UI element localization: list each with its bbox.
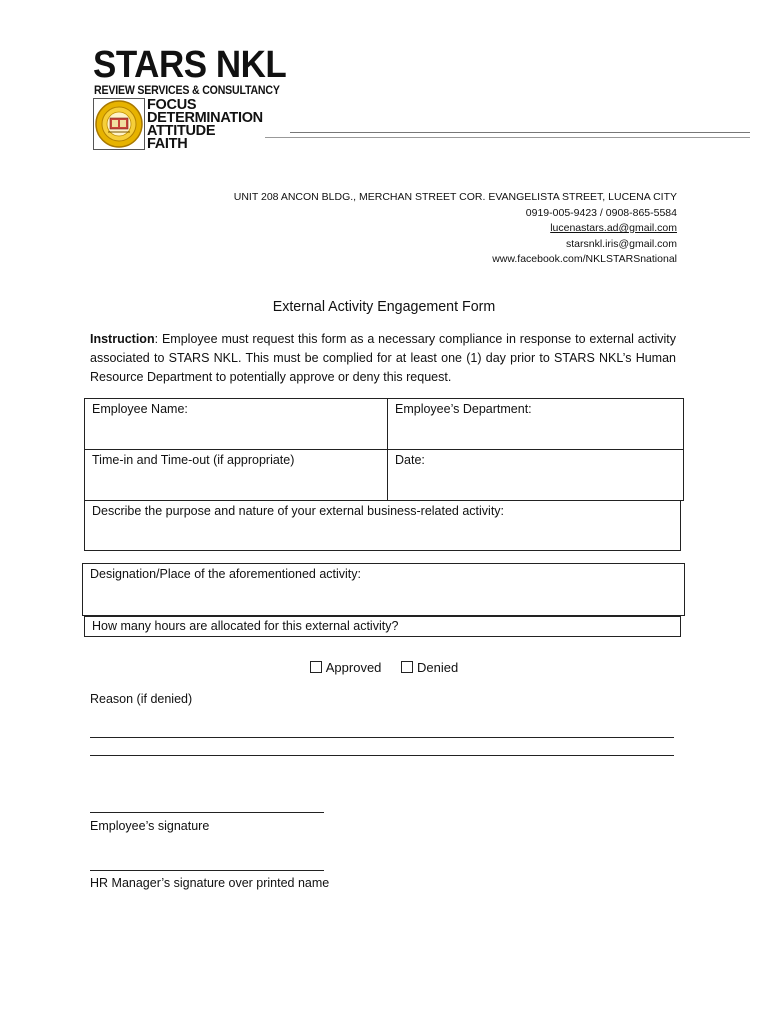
- header-divider: [290, 132, 750, 133]
- employee-department-label: Employee’s Department:: [395, 402, 532, 416]
- approved-option[interactable]: [310, 660, 382, 675]
- employee-signature-line[interactable]: [90, 812, 324, 813]
- reason-label: Reason (if denied): [90, 692, 193, 706]
- employee-name-label: Employee Name:: [92, 402, 188, 416]
- employee-name-field[interactable]: [84, 398, 388, 450]
- motto: [147, 99, 263, 151]
- instruction-label: Instruction: [90, 332, 155, 346]
- hours-label: How many hours are allocated for this external activity?: [92, 619, 399, 633]
- purpose-field[interactable]: [84, 500, 681, 551]
- reason-line[interactable]: [90, 755, 674, 756]
- denied-label: Denied: [417, 660, 459, 675]
- designation-field[interactable]: [82, 563, 685, 616]
- company-seal-icon: [93, 98, 145, 150]
- address: UNIT 208 ANCON BLDG., MERCHAN STREET COR. EVANGELISTA STREET, LUCENA CITY: [233, 191, 677, 203]
- brand-subtitle: REVIEW SERVICES & CONSULTANCY: [94, 85, 280, 97]
- email-secondary: starsnkl.iris@gmail.com: [565, 237, 677, 250]
- motto-line: FOCUS: [147, 97, 197, 113]
- instruction-paragraph: [90, 330, 676, 387]
- approved-label: Approved: [325, 660, 382, 675]
- date-field[interactable]: [387, 449, 684, 501]
- instruction-text: : Employee must request this form as a necessary compliance in response to external activity associated to STARS NKL. This must be complied for at least one (1) day prior to STARS NKL’s Human Resource Department to potentially approve or deny this request.: [90, 332, 676, 384]
- hours-field[interactable]: [84, 616, 681, 637]
- denied-option[interactable]: [401, 660, 458, 675]
- approved-checkbox[interactable]: [310, 661, 322, 673]
- form-title: External Activity Engagement Form: [272, 298, 496, 315]
- contact-block: [234, 190, 677, 268]
- phone-numbers: 0919-005-9423 / 0908-865-5584: [525, 206, 677, 219]
- approval-options: [0, 660, 768, 675]
- employee-department-field[interactable]: [387, 398, 684, 450]
- designation-label: Designation/Place of the aforementioned activity:: [90, 567, 361, 581]
- date-label: Date:: [395, 453, 425, 467]
- purpose-label: Describe the purpose and nature of your external business-related activity:: [92, 504, 505, 518]
- hr-signature-label: HR Manager’s signature over printed name: [90, 876, 330, 890]
- header-divider: [265, 137, 750, 138]
- denied-checkbox[interactable]: [401, 661, 413, 673]
- time-in-out-label: Time-in and Time-out (if appropriate): [92, 453, 295, 467]
- reason-line[interactable]: [90, 737, 674, 738]
- motto-line: ATTITUDE: [147, 123, 216, 139]
- motto-line: DETERMINATION: [147, 110, 263, 126]
- time-in-out-field[interactable]: [84, 449, 388, 501]
- email-link[interactable]: lucenastars.ad@gmail.com: [550, 222, 677, 234]
- hr-signature-line[interactable]: [90, 870, 324, 871]
- motto-line: FAITH: [147, 136, 188, 152]
- facebook-url: www.facebook.com/NKLSTARSnational: [492, 253, 677, 265]
- brand-name: STARS NKL: [93, 44, 287, 86]
- employee-signature-label: Employee’s signature: [90, 819, 210, 833]
